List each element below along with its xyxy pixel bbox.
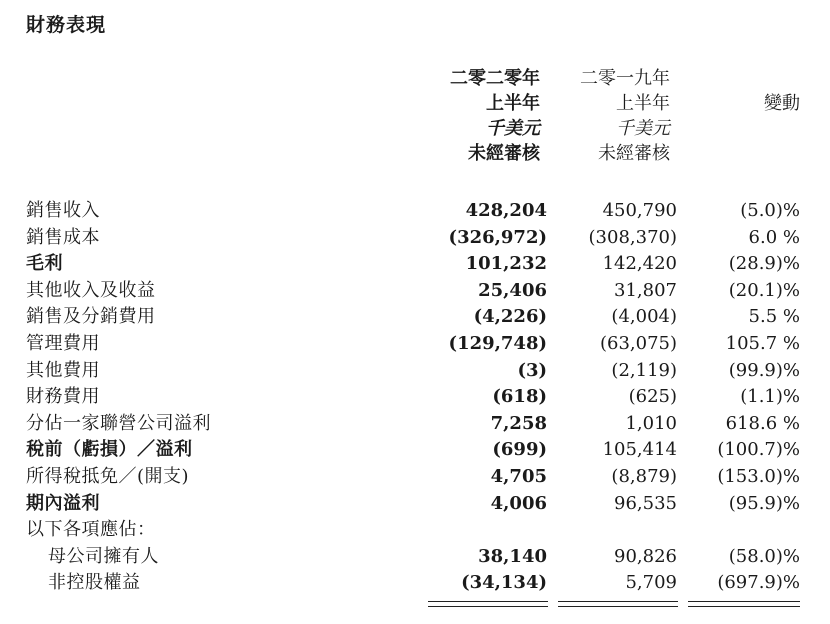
header-line: 變動	[764, 93, 800, 114]
column-header-2019	[580, 66, 670, 166]
value-change: 6.0 %	[748, 226, 800, 248]
row-label: 以下各項應佔：	[26, 519, 156, 541]
double-underline	[428, 601, 548, 607]
page-title: 財務表現	[26, 14, 107, 36]
table-row	[0, 517, 830, 544]
value-change: (153.0)%	[717, 465, 800, 487]
header-line: 千美元	[486, 118, 540, 139]
double-underline	[688, 601, 800, 607]
table-row	[0, 491, 830, 518]
double-underline	[558, 601, 678, 607]
table-row	[0, 437, 830, 464]
value-2020: 7,258	[490, 412, 547, 434]
row-label: 管理費用	[26, 332, 100, 354]
financial-table	[0, 198, 830, 597]
value-2020: 428,204	[465, 200, 547, 221]
value-2020: 101,232	[465, 253, 547, 275]
row-label: 財務費用	[26, 386, 100, 408]
value-change: 5.5 %	[748, 306, 800, 328]
value-2020: (326,972)	[448, 226, 547, 248]
table-row	[0, 304, 830, 331]
header-line: 千美元	[616, 118, 670, 139]
column-header-2020	[450, 66, 540, 166]
table-row	[0, 225, 830, 252]
row-label: 期內溢利	[26, 492, 100, 514]
table-row	[0, 570, 830, 597]
value-2019: 450,790	[602, 200, 677, 221]
row-label: 銷售收入	[26, 200, 100, 221]
value-change: (99.9)%	[728, 359, 800, 381]
value-2020: (699)	[492, 439, 547, 461]
table-row	[0, 278, 830, 305]
row-label: 毛利	[26, 253, 63, 275]
header-line: 未經審核	[598, 143, 670, 164]
header-line: 未經審核	[468, 143, 540, 164]
table-row	[0, 251, 830, 278]
table-row	[0, 464, 830, 491]
value-2020: 38,140	[478, 545, 547, 567]
value-2020: (618)	[492, 386, 547, 408]
table-row	[0, 358, 830, 385]
value-change: (28.9)%	[728, 253, 800, 275]
value-2020: 4,705	[490, 465, 547, 487]
value-2019: 1,010	[625, 412, 677, 434]
value-change: 618.6 %	[725, 412, 800, 434]
value-2020: 25,406	[478, 279, 547, 301]
value-2019: 96,535	[614, 492, 677, 514]
value-2019: (308,370)	[588, 226, 677, 248]
value-2019: 31,807	[614, 279, 677, 301]
value-2019: 5,709	[625, 572, 677, 594]
table-row	[0, 411, 830, 438]
value-change: (1.1)%	[740, 386, 800, 408]
header-line: 二零二零年	[450, 68, 540, 89]
value-2019: (4,004)	[611, 306, 677, 328]
row-label: 母公司擁有人	[48, 545, 159, 567]
table-row	[0, 198, 830, 225]
table-row	[0, 331, 830, 358]
row-label: 所得稅抵免／(開支)	[26, 465, 190, 487]
value-2019: (8,879)	[611, 465, 677, 487]
row-label: 非控股權益	[48, 572, 141, 594]
table-row	[0, 384, 830, 411]
value-2020: (3)	[517, 359, 547, 381]
row-label: 其他費用	[26, 359, 100, 381]
value-2020: (34,134)	[461, 572, 547, 594]
row-label: 分佔一家聯營公司溢利	[26, 412, 211, 434]
value-2019: (63,075)	[599, 332, 677, 354]
value-change: (20.1)%	[728, 279, 800, 301]
table-row	[0, 544, 830, 571]
value-change: (58.0)%	[728, 545, 800, 567]
header-line: 上半年	[486, 93, 540, 114]
value-2019: (2,119)	[611, 359, 677, 381]
value-change: 105.7 %	[725, 332, 800, 354]
value-2020: (4,226)	[473, 306, 547, 328]
row-label: 銷售及分銷費用	[26, 306, 156, 328]
row-label: 其他收入及收益	[26, 279, 156, 301]
value-change: (697.9)%	[717, 572, 800, 594]
column-header-change	[764, 91, 800, 116]
row-label: 稅前（虧損）／溢利	[26, 439, 193, 461]
value-change: (100.7)%	[717, 439, 800, 461]
value-change: (5.0)%	[740, 200, 800, 221]
row-label: 銷售成本	[26, 226, 100, 248]
value-2019: (625)	[628, 386, 677, 408]
value-change: (95.9)%	[728, 492, 800, 514]
value-2019: 105,414	[602, 439, 677, 461]
value-2019: 90,826	[614, 545, 677, 567]
header-line: 上半年	[616, 93, 670, 114]
value-2019: 142,420	[602, 253, 677, 275]
header-line: 二零一九年	[580, 68, 670, 89]
value-2020: 4,006	[490, 492, 547, 514]
value-2020: (129,748)	[448, 332, 547, 354]
